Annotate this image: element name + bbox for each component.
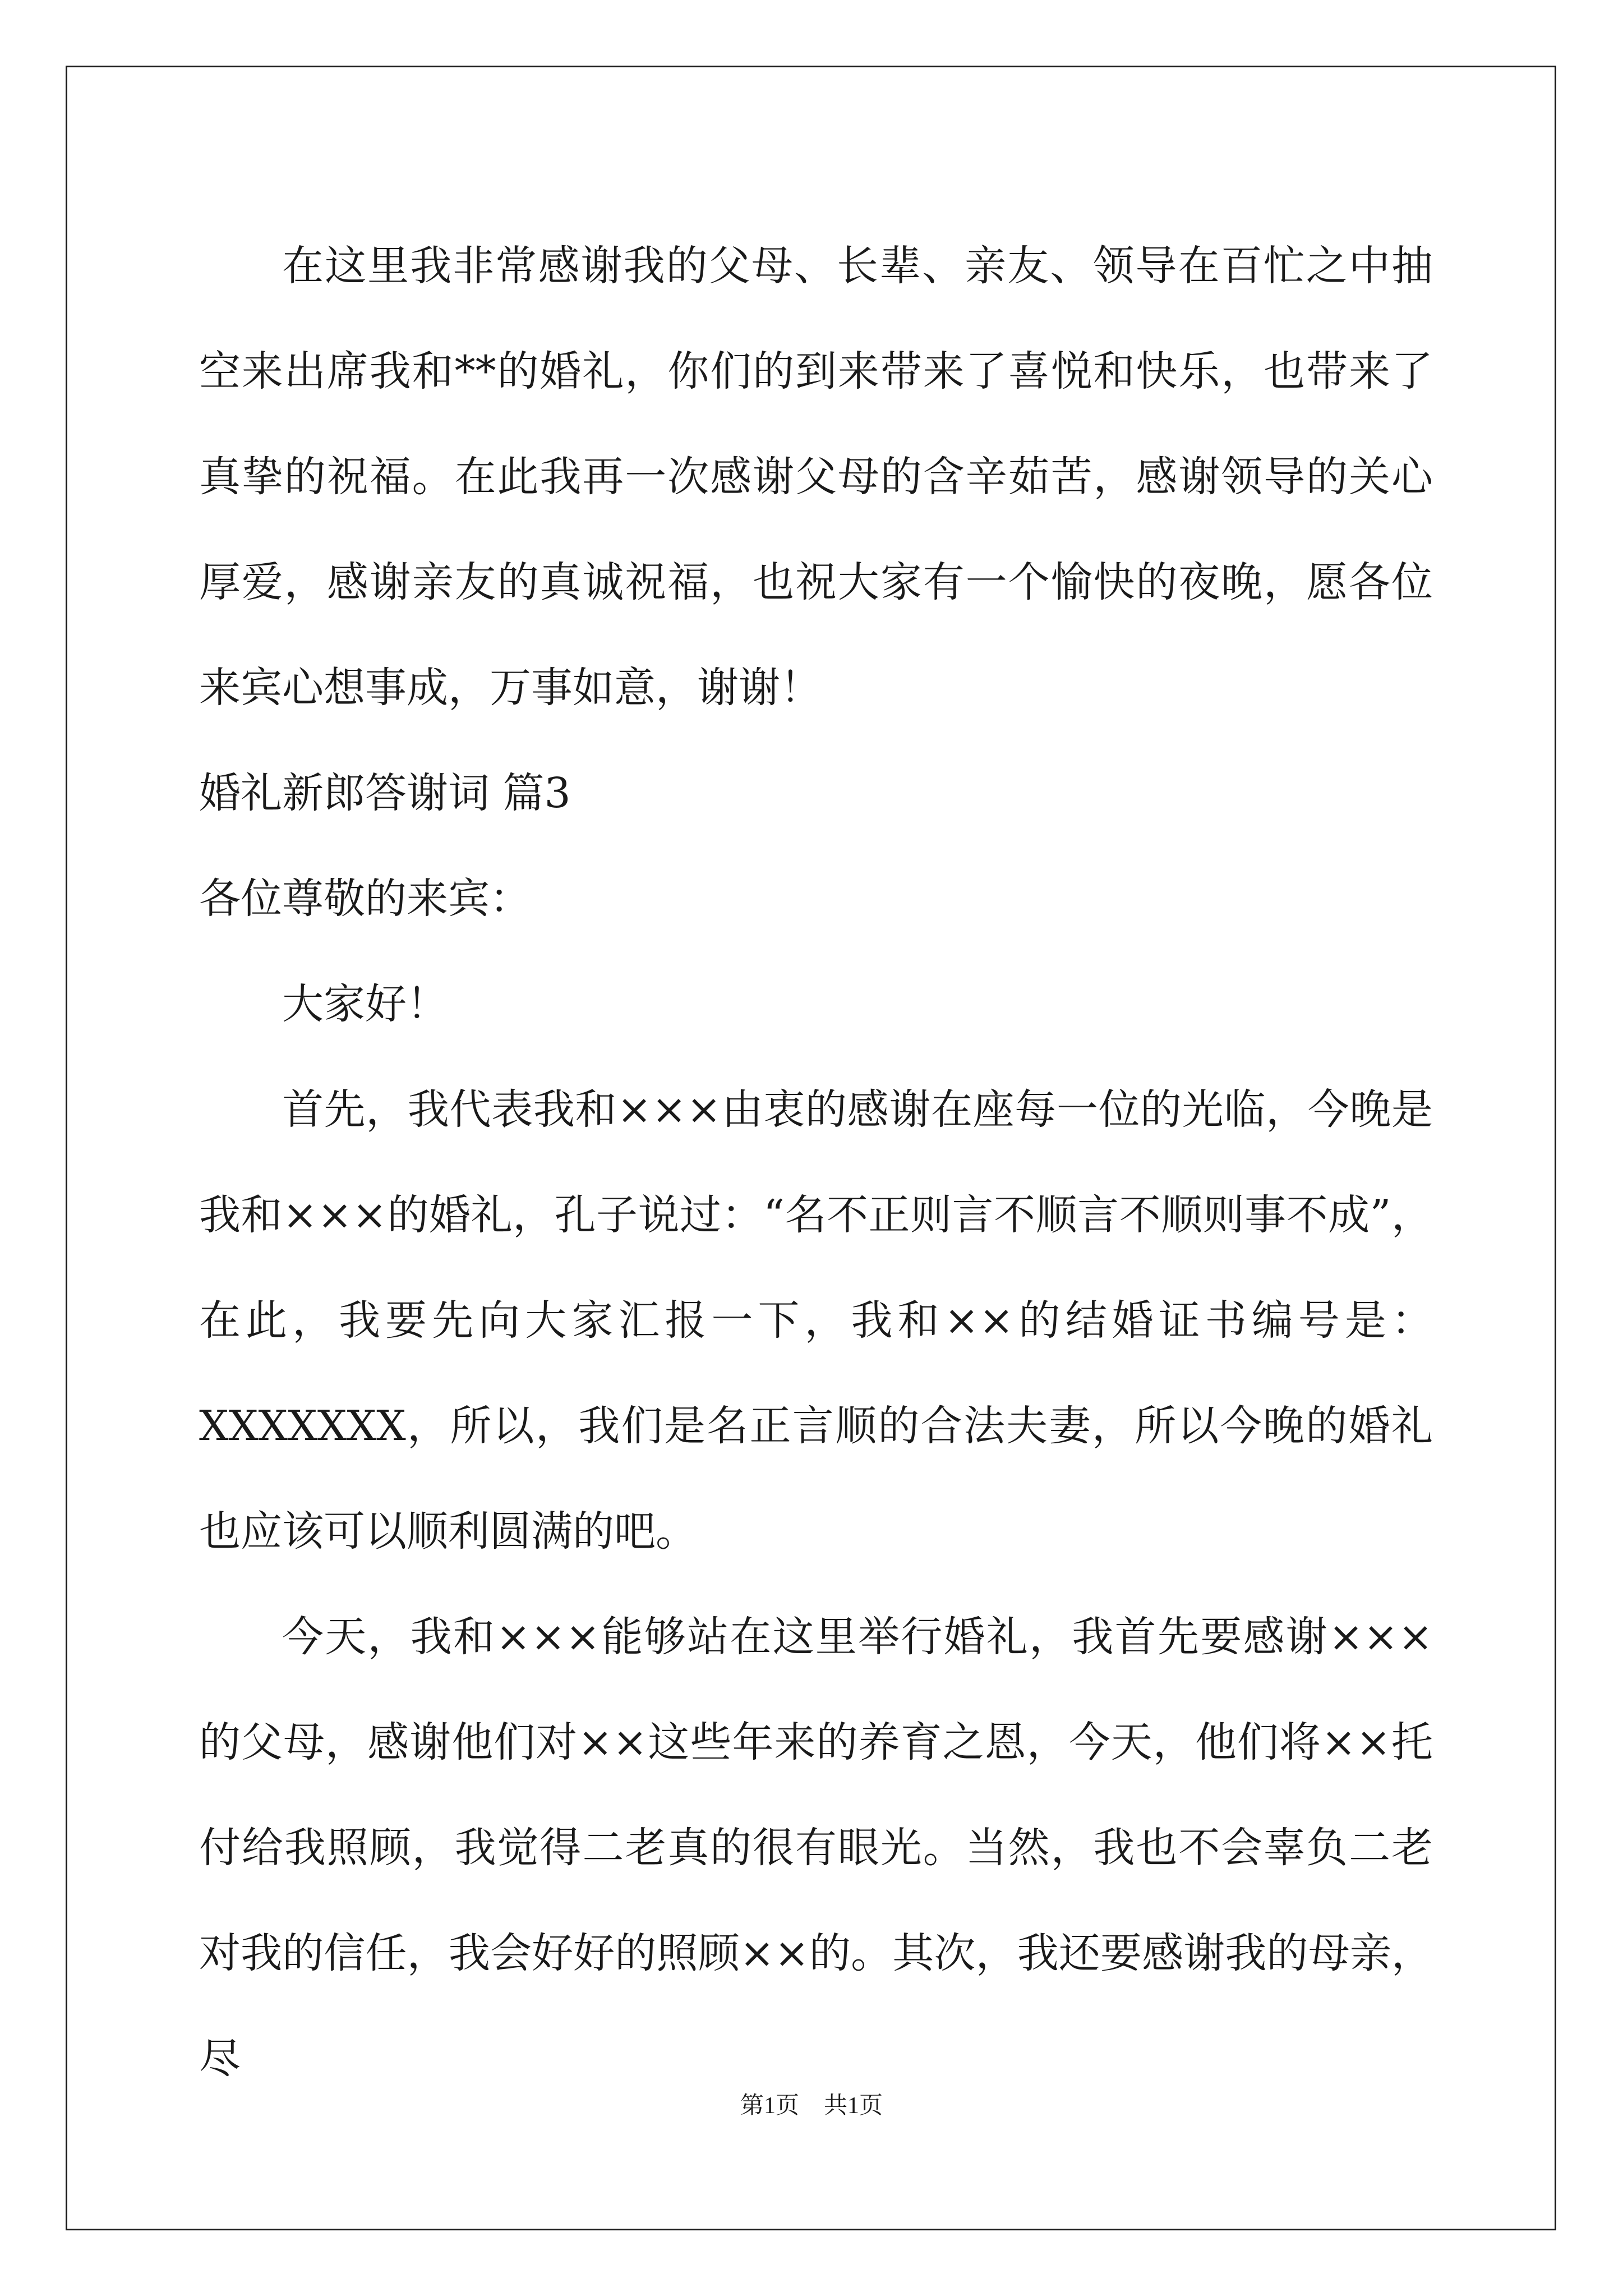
paragraph-gratitude: 今天，我和×××能够站在这里举行婚礼，我首先要感谢×××的父母，感谢他们对××这些年来的养育之恩，今天，他们将××托付给我照顾，我觉得二老真的很有眼光。当然，我也不会辜负二老对我的信任，我会好好的照顾××的。其次，我还要感谢我的母亲，尽 bbox=[199, 1613, 1433, 2083]
page-total: 共1页 bbox=[824, 2093, 883, 2119]
section-heading: 婚礼新郎答谢词 篇3 bbox=[199, 769, 571, 817]
document-body bbox=[199, 213, 1433, 2111]
page-footer bbox=[0, 2087, 1623, 2120]
greeting: 大家好！ bbox=[282, 980, 448, 1028]
page-number: 第1页 bbox=[740, 2093, 799, 2119]
paragraph-opening: 首先，我代表我和×××由衷的感谢在座每一位的光临，今晚是我和×××的婚礼，孔子说过：“名不正则言不顺言不顺则事不成”，在此，我要先向大家汇报一下，我和××的结婚证书编号是：XXXXXXX，所以，我们是名正言顺的合法夫妻，所以今晚的婚礼也应该可以顺利圆满的吧。 bbox=[199, 1085, 1433, 1556]
salutation: 各位尊敬的来宾： bbox=[199, 875, 531, 923]
paragraph-thanks: 在这里我非常感谢我的父母、长辈、亲友、领导在百忙之中抽空来出席我和**的婚礼，你们的到来带来了喜悦和快乐，也带来了真挚的祝福。在此我再一次感谢父母的含辛茹苦，感谢领导的关心厚爱，感谢亲友的真诚祝福，也祝大家有一个愉快的夜晚，愿各位来宾心想事成，万事如意，谢谢！ bbox=[199, 242, 1433, 712]
